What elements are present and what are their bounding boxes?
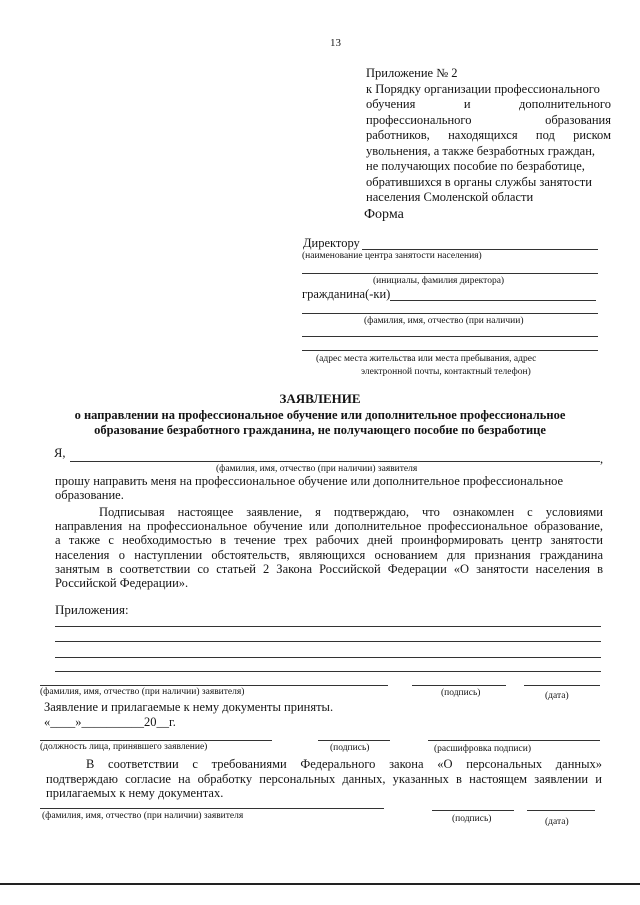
sign2-signature-hint: (подпись): [330, 743, 370, 753]
director-label: Директору: [303, 236, 360, 250]
consent-line: Российской Федерации».: [55, 575, 189, 590]
citizen-label: гражданина(-ки): [302, 287, 391, 301]
attachments-label: Приложения:: [55, 602, 129, 617]
appendix-word: риском: [573, 128, 611, 142]
final-name-line: [40, 808, 384, 809]
appendix-line: [366, 113, 611, 127]
final-sign-line: [432, 810, 514, 811]
applicant-sign-name-line: [40, 685, 388, 686]
staff-decode-line: [428, 740, 600, 741]
address-hint-2: электронной почты, контактный телефон): [361, 367, 531, 377]
appendix-word: и: [463, 97, 471, 111]
sign2-decode-hint: (расшифровка подписи): [434, 744, 531, 754]
staff-sign-line: [318, 740, 390, 741]
consent-line: а также с необходимостью в течение трех рабочих дней проинформировать центр занятости: [55, 533, 603, 548]
applicant-suffix: ,: [600, 452, 604, 466]
applicant-name-line: [70, 461, 600, 462]
initials-hint: (инициалы, фамилия директора): [373, 276, 505, 286]
citizen-line: [390, 300, 596, 301]
attachment-line-2: [55, 641, 601, 642]
appendix-word: дополнительного: [519, 97, 611, 111]
document-title: ЗАЯВЛЕНИЕ: [279, 391, 361, 406]
personal-data-line: прилагаемых к нему документах.: [46, 786, 224, 800]
director-line-2: [302, 273, 598, 274]
applicant-prefix: Я,: [54, 446, 66, 460]
personal-data-line: В соответствии с требованиями Федерального закона «О персональных данных»: [86, 757, 602, 771]
address-hint-1: (адрес места жительства или места пребывания, адрес: [316, 354, 537, 364]
director-hint: (наименование центра занятости населения): [302, 251, 482, 261]
appendix-line: [366, 128, 611, 142]
sign1-name-hint: (фамилия, имя, отчество (при наличии) заявителя): [40, 687, 245, 697]
appendix-line: [366, 175, 611, 189]
attachment-line-1: [55, 626, 601, 627]
request-line-2: образование.: [55, 488, 124, 502]
page-number: 13: [330, 37, 341, 49]
request-line-1: прошу направить меня на профессиональное обучение или дополнительное профессиональное: [55, 474, 564, 488]
final-date-line: [527, 810, 595, 811]
appendix-word: населения Смоленской области: [366, 190, 534, 204]
accepted-text: Заявление и прилагаемые к нему документы приняты.: [44, 700, 334, 714]
personal-data-line: подтверждаю согласие на обработку персональных данных, указанных в настоящем заявлении и: [46, 771, 602, 786]
attachment-line-4: [55, 671, 601, 672]
appendix-word: образования: [545, 112, 611, 127]
sign2-position-hint: (должность лица, принявшего заявление): [40, 742, 208, 752]
applicant-hint: (фамилия, имя, отчество (при наличии) заявителя: [216, 464, 418, 474]
personal-data-paragraph: [46, 757, 602, 801]
applicant-date-line: [524, 685, 600, 686]
appendix-line: [366, 190, 611, 204]
appendix-line: [366, 159, 611, 173]
appendix-word: увольнения, а также безработных граждан,: [366, 143, 596, 158]
sign3-name-hint: (фамилия, имя, отчество (при наличии) заявителя: [42, 811, 244, 821]
citizen-hint: (фамилия, имя, отчество (при наличии): [364, 316, 524, 326]
accepted-date: «____»__________20__г.: [44, 715, 176, 729]
appendix-word: не получающих пособие по безработице,: [366, 159, 585, 173]
bottom-border: [0, 883, 640, 885]
sign1-signature-hint: (подпись): [441, 688, 481, 698]
appendix-word: работников,: [366, 128, 430, 142]
document-subtitle-2: образование безработного гражданина, не получающего пособие по безработице: [94, 423, 546, 437]
consent-line: Подписывая настоящее заявление, я подтверждаю, что ознакомлен с условиями: [99, 505, 603, 519]
consent-paragraph: [55, 505, 603, 590]
appendix-line: [366, 144, 611, 158]
appendix-word: находящихся: [448, 128, 518, 142]
consent-line: направления на профессиональное обучение или дополнительное профессиональное образование,: [55, 519, 603, 534]
appendix-word: обучения: [366, 97, 416, 111]
appendix-word: под: [535, 128, 555, 142]
appendix-title: Приложение № 2: [366, 66, 458, 80]
appendix-line: [366, 97, 611, 111]
consent-line: населения о наступлении обстоятельств, являющихся основанием для признания гражданина: [55, 547, 603, 562]
attachment-line-3: [55, 657, 601, 658]
sign3-date-hint: (дата): [545, 817, 569, 827]
address-line-2: [302, 350, 598, 351]
sign3-signature-hint: (подпись): [452, 814, 492, 824]
sign1-date-hint: (дата): [545, 691, 569, 701]
position-line: [40, 740, 272, 741]
director-line: [362, 249, 598, 250]
appendix-word: профессионального: [366, 112, 472, 127]
appendix-block: [366, 66, 611, 204]
appendix-word: к Порядку организации профессионального: [366, 81, 600, 96]
consent-line: занятым в соответствии со статьей 2 Закона Российской Федерации «О занятости населения в: [55, 561, 603, 576]
applicant-sign-line: [412, 685, 506, 686]
citizen-line-2: [302, 313, 598, 314]
appendix-line: [366, 82, 611, 96]
form-label: Форма: [364, 207, 404, 222]
address-line-1: [302, 336, 598, 337]
document-subtitle-1: о направлении на профессиональное обучение или дополнительное профессиональное: [74, 408, 566, 422]
appendix-word: обратившихся в органы службы занятости: [366, 174, 592, 189]
appendix-lines: [366, 82, 611, 205]
